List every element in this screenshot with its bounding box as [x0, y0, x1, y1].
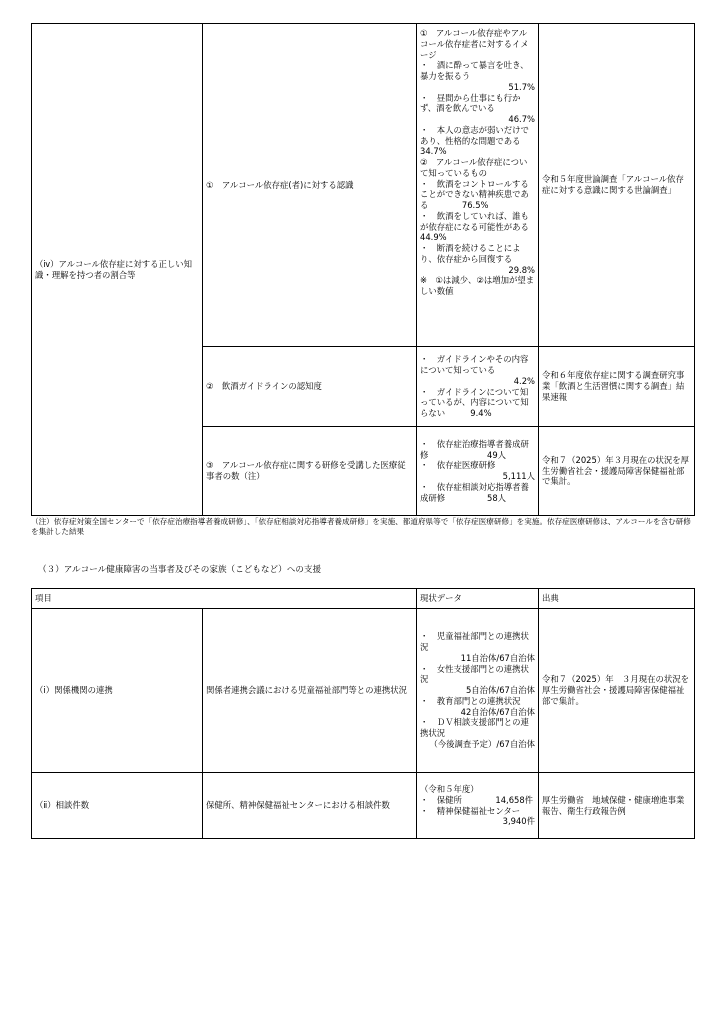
table-row	[32, 609, 695, 773]
data-line: 51.7%	[508, 81, 535, 92]
group-label: （ⅳ）アルコール依存症に対する正しい知識・理解を持つ者の割合等	[35, 258, 193, 280]
source-cell	[539, 347, 695, 427]
data-line: ・ 依存症医療研修	[420, 460, 496, 471]
group-label-cell	[32, 24, 203, 516]
source-text: 令和７（2025）年３月現在の状況を厚生労働省社会・援護局障害保健福祉部で集計。	[542, 454, 689, 487]
data-lines	[420, 631, 535, 749]
data-lines	[420, 784, 535, 827]
source-cell	[539, 773, 695, 839]
data-line: ・ 女性支援部門との連携状況	[420, 663, 529, 685]
source-cell	[539, 24, 695, 347]
data-line: 5自治体/67自治体	[465, 685, 535, 696]
data-line: ・ 酒に酔って暴言を吐き、暴力を振るう	[420, 60, 529, 81]
data-line: ・ ガイドラインについて知っているが、内容について知らない 9.4%	[420, 386, 529, 418]
data-line: ・ 昼間から仕事にも行かず、酒を飲んでいる	[420, 92, 521, 114]
data-line: 42自治体/67自治体	[460, 706, 535, 717]
source-text: 厚生労働省 地域保健・健康増進事業報告、衛生行政報告例	[542, 794, 685, 816]
data-line: 29.8%	[508, 264, 535, 275]
data-line: ・ 教育部門との連携状況	[420, 695, 521, 706]
item-label: ① アルコール依存症(者)に対する認識	[206, 179, 354, 190]
header-source: 出典	[539, 589, 695, 609]
item-label: 保健所、精神保健福祉センターにおける相談件数	[206, 800, 390, 811]
knowledge-table	[31, 23, 695, 516]
data-line: 4.2%	[513, 375, 535, 386]
data-line: ・ 児童福祉部門との連携状況	[420, 631, 529, 653]
item-cell	[203, 609, 417, 773]
source-cell	[539, 427, 695, 516]
data-lines	[420, 354, 535, 419]
row-label: （ⅱ）相談件数	[35, 800, 90, 811]
row-label-cell	[32, 609, 203, 773]
data-line: ・ 依存症治療指導者養成研修 49人	[420, 438, 529, 460]
row-label-cell	[32, 773, 203, 839]
table-row	[32, 24, 695, 347]
source-text: 令和６年度依存症に関する調査研究事業「飲酒と生活習慣に関する調査」結果速報	[542, 370, 685, 402]
data-cell	[417, 347, 539, 427]
item-cell	[203, 427, 417, 516]
data-line: 3,940件	[502, 816, 535, 827]
data-line: （今後調査予定）/67自治体	[429, 738, 535, 749]
item-cell	[203, 24, 417, 347]
header-row	[32, 589, 695, 609]
header-data: 現状データ	[417, 589, 539, 609]
item-label: ③ アルコール依存症に関する研修を受講した医療従事者の数（注）	[206, 460, 406, 481]
item-cell	[203, 347, 417, 427]
data-cell	[417, 609, 539, 773]
data-line: ・ 本人の意志が弱いだけであり、性格的な問題である 34.7%	[420, 124, 546, 157]
data-line: ① アルコール依存症やアルコール依存症者に対するイメージ	[420, 28, 529, 60]
data-line: ・ 精神保健福祉センター	[420, 805, 521, 816]
data-cell	[417, 773, 539, 839]
data-line: 11自治体/67自治体	[460, 652, 535, 663]
source-text: 令和７（2025）年 ３月現在の状況を厚生労働省社会・援護局障害保健福祉部で集計。	[542, 674, 689, 706]
source-text: 令和５年度世論調査「アルコール依存症に対する意識に関する世論調査」	[542, 174, 684, 195]
support-table	[31, 588, 695, 839]
data-lines	[420, 439, 535, 504]
data-cell	[417, 427, 539, 516]
item-label: 関係者連携会議における児童福祉部門等との連携状況	[206, 685, 407, 696]
section-title: （３）アルコール健康障害の当事者及びその家族（こどもなど）への支援	[38, 565, 322, 575]
data-line: ・ 飲酒をコントロールすることができない精神疾患である 76.5%	[420, 178, 529, 210]
data-line: ・ ガイドラインやその内容について知っている	[420, 354, 529, 375]
data-line: ※ ①は減少、②は増加が望ましい数値	[420, 275, 535, 296]
footnote: （注）依存症対策全国センターで「依存症治療指導者養成研修」、「依存症相談対応指導者養成研修」を実施、都道府県等で「依存症医療研修」を実施。依存症医療研修は、アルコールを含む研修を集計した結果	[31, 517, 691, 537]
row-label: （ⅰ）関係機関の連携	[35, 685, 113, 696]
data-lines	[420, 28, 571, 297]
data-line: ・ 飲酒をしていれば、誰もが依存症になる可能性がある 44.9%	[420, 210, 571, 243]
data-line: （令和５年度）	[420, 784, 479, 794]
data-line: 46.7%	[508, 114, 535, 124]
source-cell	[539, 609, 695, 773]
data-line: ・ ＤＶ相談支援部門との連携状況	[420, 717, 529, 739]
item-cell	[203, 773, 417, 839]
data-cell	[417, 24, 571, 347]
table-row	[32, 773, 695, 839]
item-label: ② 飲酒ガイドラインの認知度	[206, 381, 322, 392]
data-line: ・ 依存症相談対応指導者養成研修 58人	[420, 481, 529, 503]
data-line: ② アルコール依存症について知っているもの	[420, 157, 528, 178]
data-line: ・ 保健所 14,658件	[420, 794, 534, 805]
data-line: 5,111人	[502, 471, 535, 481]
data-line: ・ 断酒を続けることにより、依存症から回復する	[420, 243, 521, 264]
header-item: 項目	[32, 589, 417, 609]
